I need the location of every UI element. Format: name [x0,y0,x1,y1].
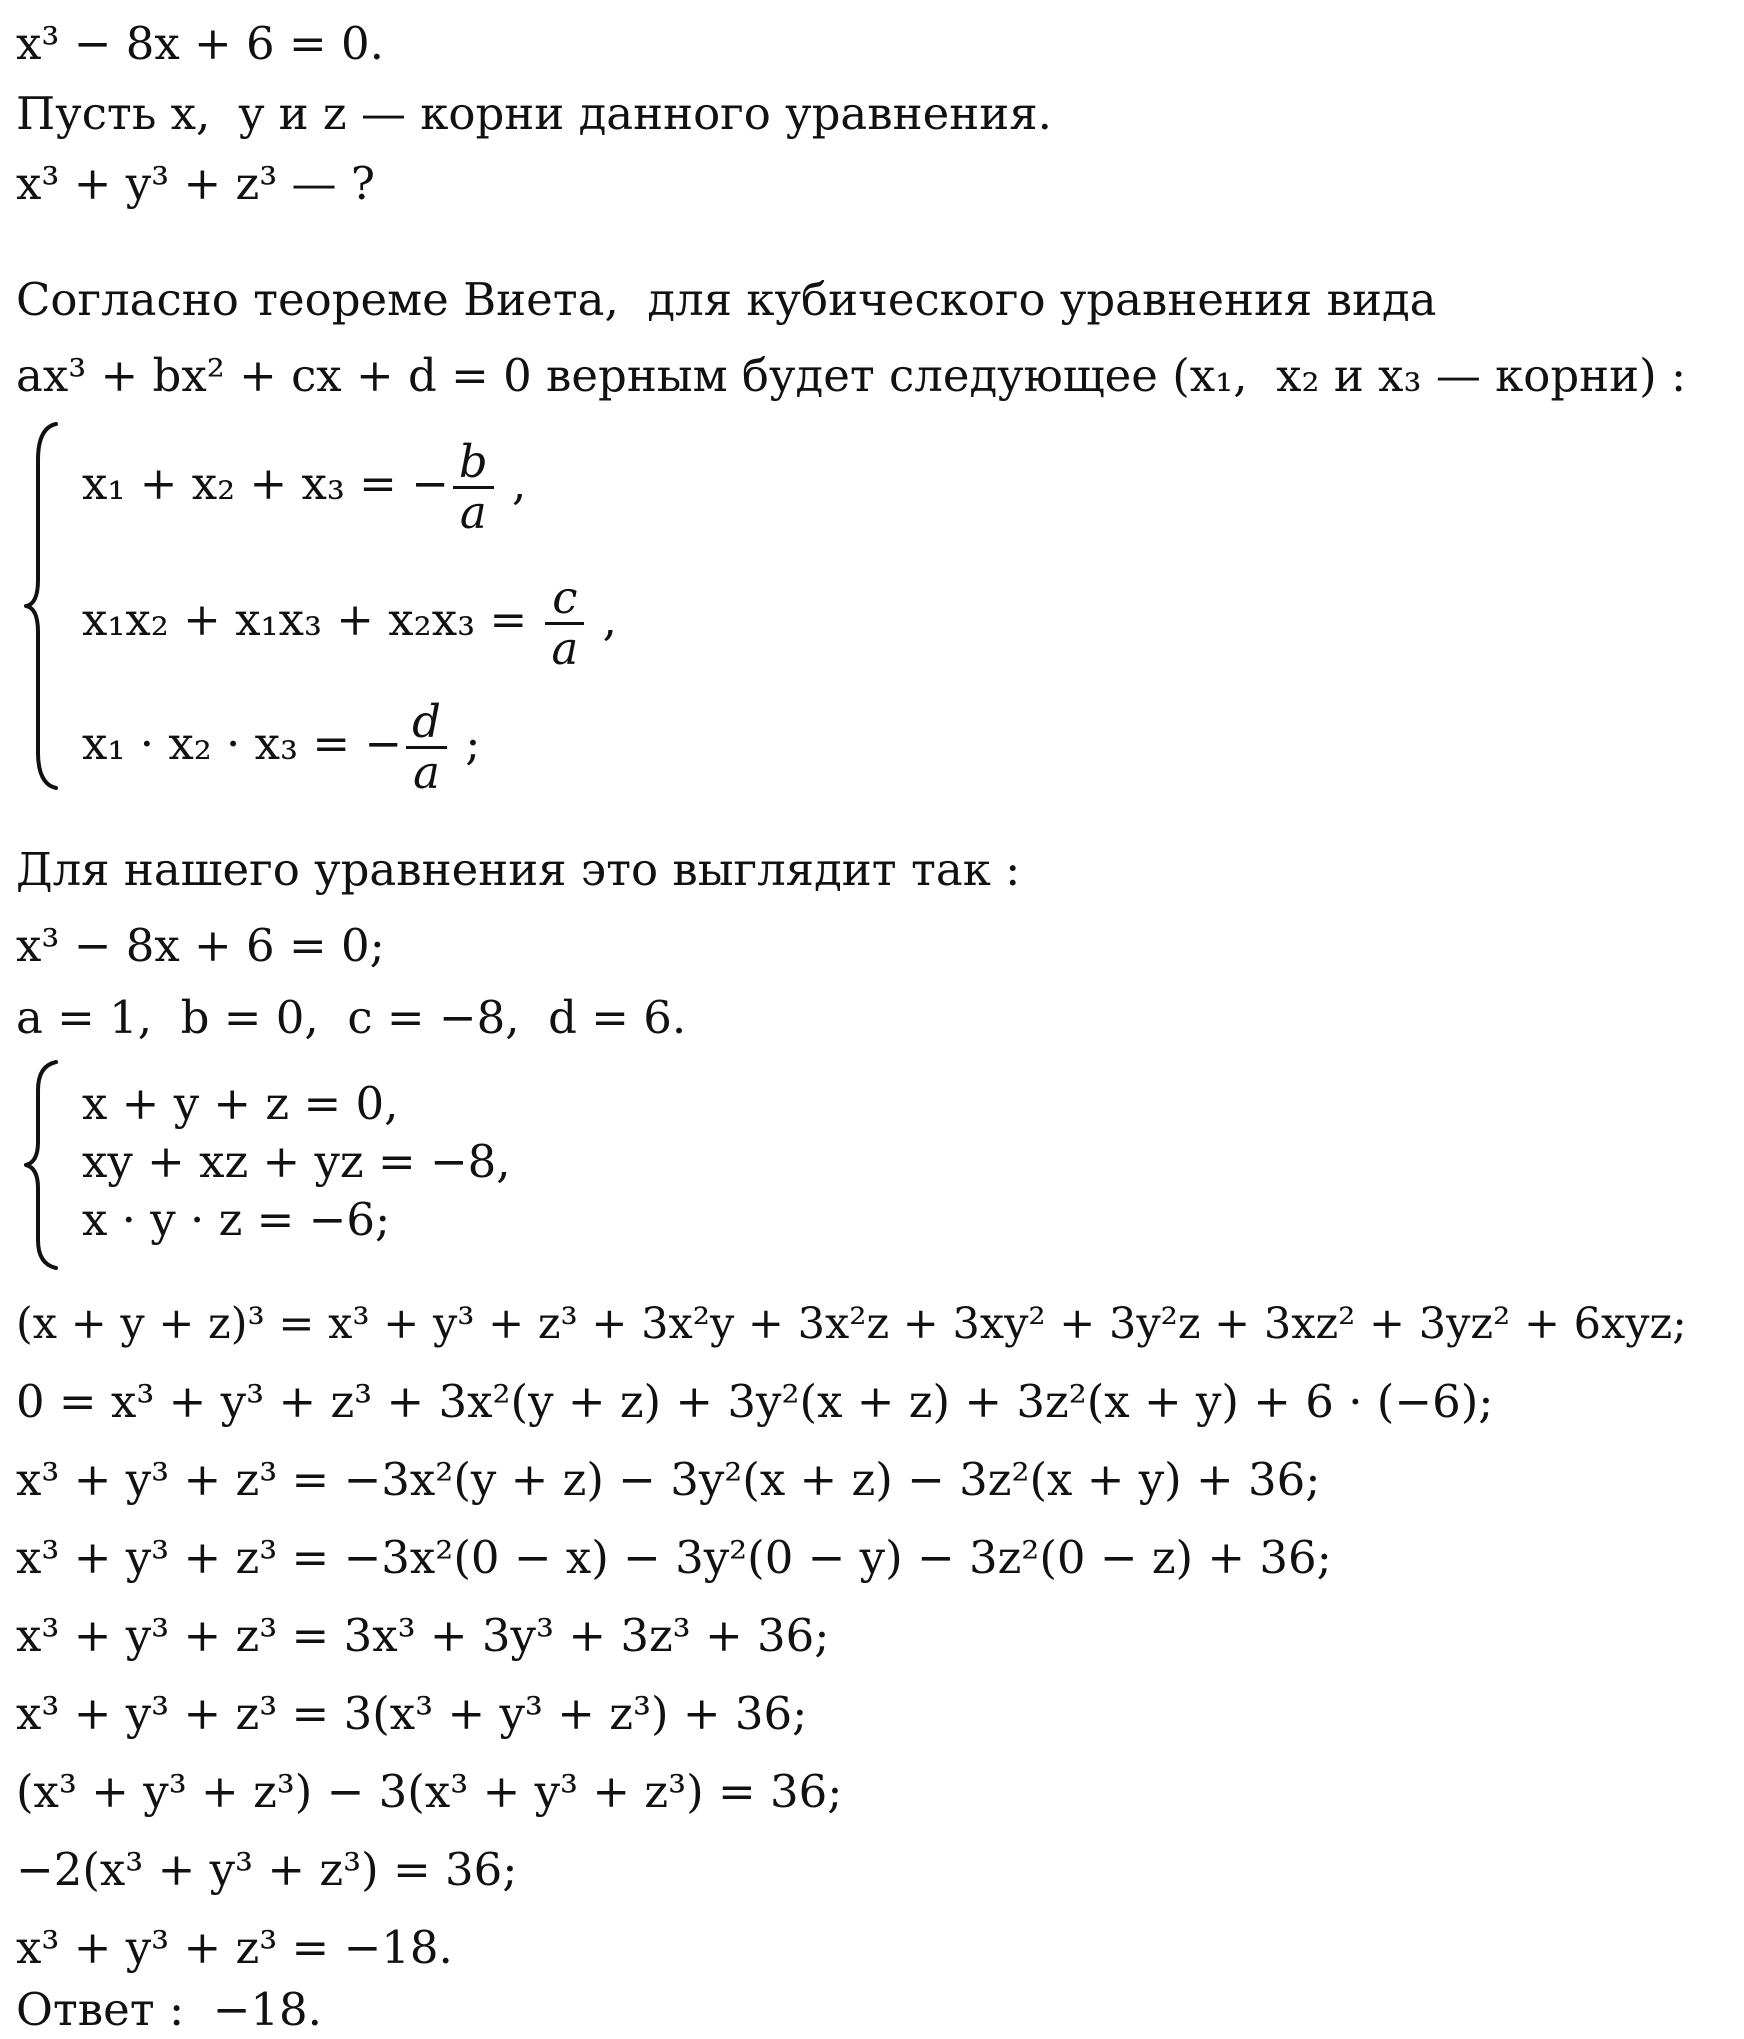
step-2: 0 = x³ + y³ + z³ + 3x²(y + z) + 3y²(x + z) + 3z²(x + y) + 6 · (−6); [16,1375,1494,1428]
problem-question: x³ + y³ + z³ — ? [16,157,375,210]
vieta-system-row-3: x₁ · x₂ · x₃ = − $\frac{d}{a}$ ; [82,695,481,799]
ours-intro: Для нашего уравнения это выглядит так : [16,843,1021,896]
ours-equation: x³ − 8x + 6 = 0; [16,919,385,972]
vieta-system-brace [22,420,62,792]
step-5: x³ + y³ + z³ = 3x³ + 3y³ + 3z³ + 36; [16,1609,830,1662]
step-6: x³ + y³ + z³ = 3(x³ + y³ + z³) + 36; [16,1687,808,1740]
vieta-system-row-1: x₁ + x₂ + x₃ = − $\frac{b}{a}$ , [82,435,527,539]
step-3: x³ + y³ + z³ = −3x²(y + z) − 3y²(x + z) − 3z²(x + y) + 36; [16,1453,1321,1506]
fraction-b-over-a: $\frac{b}{a}$ [453,438,494,537]
answer: Ответ : −18. [16,1983,322,2036]
fraction-c-over-a: $\frac{c}{a}$ [545,574,584,673]
problem-equation: x³ − 8x + 6 = 0. [16,17,384,70]
step-4: x³ + y³ + z³ = −3x²(0 − x) − 3y²(0 − y) − 3z²(0 − z) + 36; [16,1531,1332,1584]
vieta-intro-line1: Согласно теореме Виета, для кубического уравнения вида [16,273,1437,326]
ours-system-row-2: xy + xz + yz = −8, [82,1135,511,1188]
ours-system-brace [22,1058,62,1272]
problem-let-text: Пусть x, y и z — корни данного уравнения. [16,87,1052,140]
step-8: −2(x³ + y³ + z³) = 36; [16,1843,518,1896]
step-9: x³ + y³ + z³ = −18. [16,1921,453,1974]
ours-coefficients: a = 1, b = 0, c = −8, d = 6. [16,991,687,1044]
ours-system-row-3: x · y · z = −6; [82,1193,391,1246]
vieta-intro-line2: ax³ + bx² + cx + d = 0 верным будет следующее (x₁, x₂ и x₃ — корни) : [16,349,1687,402]
step-7: (x³ + y³ + z³) − 3(x³ + y³ + z³) = 36; [16,1765,843,1818]
ours-system-row-1: x + y + z = 0, [82,1077,399,1130]
vieta-system-row-2: x₁x₂ + x₁x₃ + x₂x₃ = $\frac{c}{a}$ , [82,571,617,675]
step-1: (x + y + z)³ = x³ + y³ + z³ + 3x²y + 3x²z + 3xy² + 3y²z + 3xz² + 3yz² + 6xyz; [16,1299,1687,1349]
fraction-d-over-a: $\frac{d}{a}$ [406,698,447,797]
